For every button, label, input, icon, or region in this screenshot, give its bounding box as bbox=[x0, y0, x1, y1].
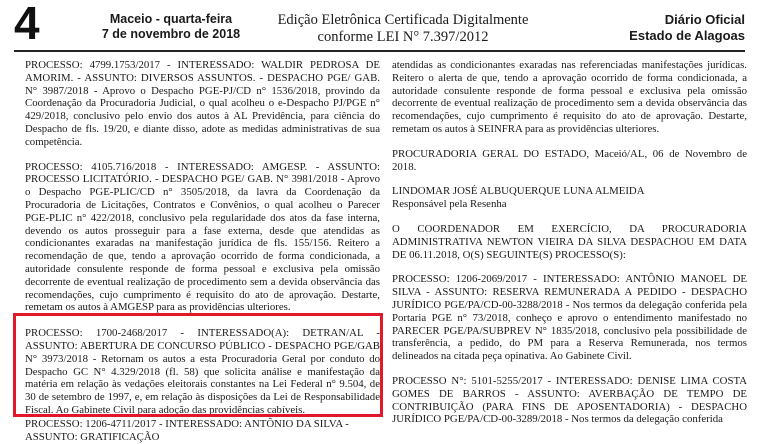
publication-title: Diário Oficial bbox=[664, 12, 745, 27]
edition-line-1: Edição Eletrônica Certificada Digitalmente bbox=[277, 12, 529, 28]
right-column bbox=[392, 59, 747, 438]
paragraph-cut-off: PROCESSO: 1206-4711/2017 - INTERESSADO: ANTÔNIO DA SILVA - ASSUNTO: GRATIFICAÇÃO bbox=[25, 418, 349, 443]
paragraph-process-waldir: PROCESSO: 4799.1753/2017 - INTERESSADO: WALDIR PEDROSA DE AMORIM. - ASSUNTO: DIVERSOS ASSUNTOS. - DESPACHO PGE/ GAB. N° 3987/2018 - Aprovo o Despacho PGE-PJ/CD n° 1536/2018, provindo da Coordenação da Procuradoria Judicial, o qual acolheu o e-Despacho PJ/PGE n° 429/2018, conclusivo pelo envio dos autos à AL Previdência, para ciência do Despacho de fls. 19/20, e diante disso, adote as medidas administrativas de sua competência. bbox=[25, 59, 380, 148]
header-date-text: 7 de novembro de 2018 bbox=[101, 27, 241, 41]
paragraph-coordinator-dispatch: O COORDENADOR EM EXERCÍCIO, DA PROCURADORIA ADMINISTRATIVA NEWTON VIEIRA DA SILVA DESPACHOU EM DATA DE 06.11.2018, O(S) SEGUINTE(S) PROCESSO(S): bbox=[392, 222, 747, 261]
paragraph-process-detran: PROCESSO: 1700-2468/2017 - INTERESSADO(A): DETRAN/AL - ASSUNTO: ABERTURA DE CONCURSO PÚBLICO - DESPACHO PGE/GAB N° 3973/2018 - Retornam os autos a esta Procuradoria Geral por conduto do Despacho GC N° 4.329/2018 (fl. 58) que solicita análise e manifestação da matéria em relação às vedações eleitorais constantes na Lei Federal n° 9.504, de 30 de setembro de 1997, e, em relação às disposições da Lei de Responsabilidade Fiscal. Ao Gabinete Civil para adoção das providências cabíveis. bbox=[25, 327, 380, 416]
signatory-name: LINDOMAR JOSÉ ALBUQUERQUE LUNA ALMEIDA bbox=[392, 185, 645, 198]
signatory-role: Responsável pela Resenha bbox=[392, 198, 507, 211]
paragraph-process-antonio: PROCESSO: 1206-2069/2017 - INTERESSADO: ANTÔNIO MANOEL DE SILVA - ASSUNTO: RESERVA REMUNERADA A PEDIDO - DESPACHO JURÍDICO PGE/PA/CD-00-3288/2018 - Nos termos da delegação conferida pela Portaria PGE n° 73/2018, conheço e aprovo o entendimento manifestado no PARECER PGE/PA/SUBPREV N° 1835/2018, conclusivo pela possibilidade de transferência, a pedido, do PM para a Reserva Remunerada, nos termos delineados na citada peça opinativa. Ao Gabinete Civil. bbox=[392, 273, 747, 363]
page-number: 4 bbox=[14, 0, 40, 49]
publication-state: Estado de Alagoas bbox=[629, 28, 745, 43]
page-header bbox=[0, 0, 771, 50]
edition-line-2: conforme LEI N° 7.397/2012 bbox=[317, 29, 489, 45]
paragraph-signature-place-date: PROCURADORIA GERAL DO ESTADO, Maceió/AL, 06 de Novembro de 2018. bbox=[392, 147, 747, 173]
header-edition bbox=[272, 12, 534, 46]
header-divider bbox=[14, 50, 745, 52]
header-publication bbox=[629, 12, 745, 44]
paragraph-process-denise: PROCESSO N°: 5101-5255/2017 - INTERESSADO: DENISE LIMA COSTA GOMES DE BARROS - ASSUNTO: AVERBAÇÃO DE TEMPO DE CONTRIBUIÇÃO (PARA FINS DE APOSENTADORIA) - DESPACHO JURÍDICO PGE/PA/CD-00-3289/2018 - Nos termos da delegação conferida bbox=[392, 374, 747, 426]
header-date bbox=[96, 12, 246, 42]
paragraph-process-amgesp: PROCESSO: 4105.716/2018 - INTERESSADO: AMGESP. - ASSUNTO: PROCESSO LICITATÓRIO. - DESPACHO PGE/ GAB. N° 3981/2018 - Aprovo o Despacho PGE-PLIC/CD n° 3505/2018, da lavra da Coordenação da Procuradoria de Licitações, Contratos e Convênios, o qual acolheu o Parecer PGE-PLIC n° 422/2018, conclusivo pela regularidade dos atos da fase interna, devendo os autos prosseguir para a fase externa, desde que atendidas as condicionantes exaradas na manifestação jurídica de fls. 155/156. Reitero a recomendação de que, tendo a aprovação ocorrido de forma condicionada, a autoridade consulente responde de forma pessoal e exclusiva pela omissão decorrente de eventual realização de procedimento sem a devida observância das recomendações, cujo cumprimento é requisito do ato de aprovação. Destarte, remetam os autos à AMGESP para as providências ulteriores. bbox=[25, 160, 380, 314]
header-weekday: Maceio - quarta-feira bbox=[109, 12, 233, 26]
paragraph-seinfra-continuation: atendidas as condicionantes exaradas nas referenciadas manifestações jurídicas. Reitero o alerta de que, tendo a aprovação ocorrido de forma condicionada, a autoridade consulente responde de forma pessoal e exclusiva pela omissão decorrente de eventual realização de procedimento sem a devida observância das recomendações, cujo cumprimento é requisito do ato de aprovação. Destarte, remetam os autos à SEINFRA para as providências ulteriores. bbox=[392, 59, 747, 135]
